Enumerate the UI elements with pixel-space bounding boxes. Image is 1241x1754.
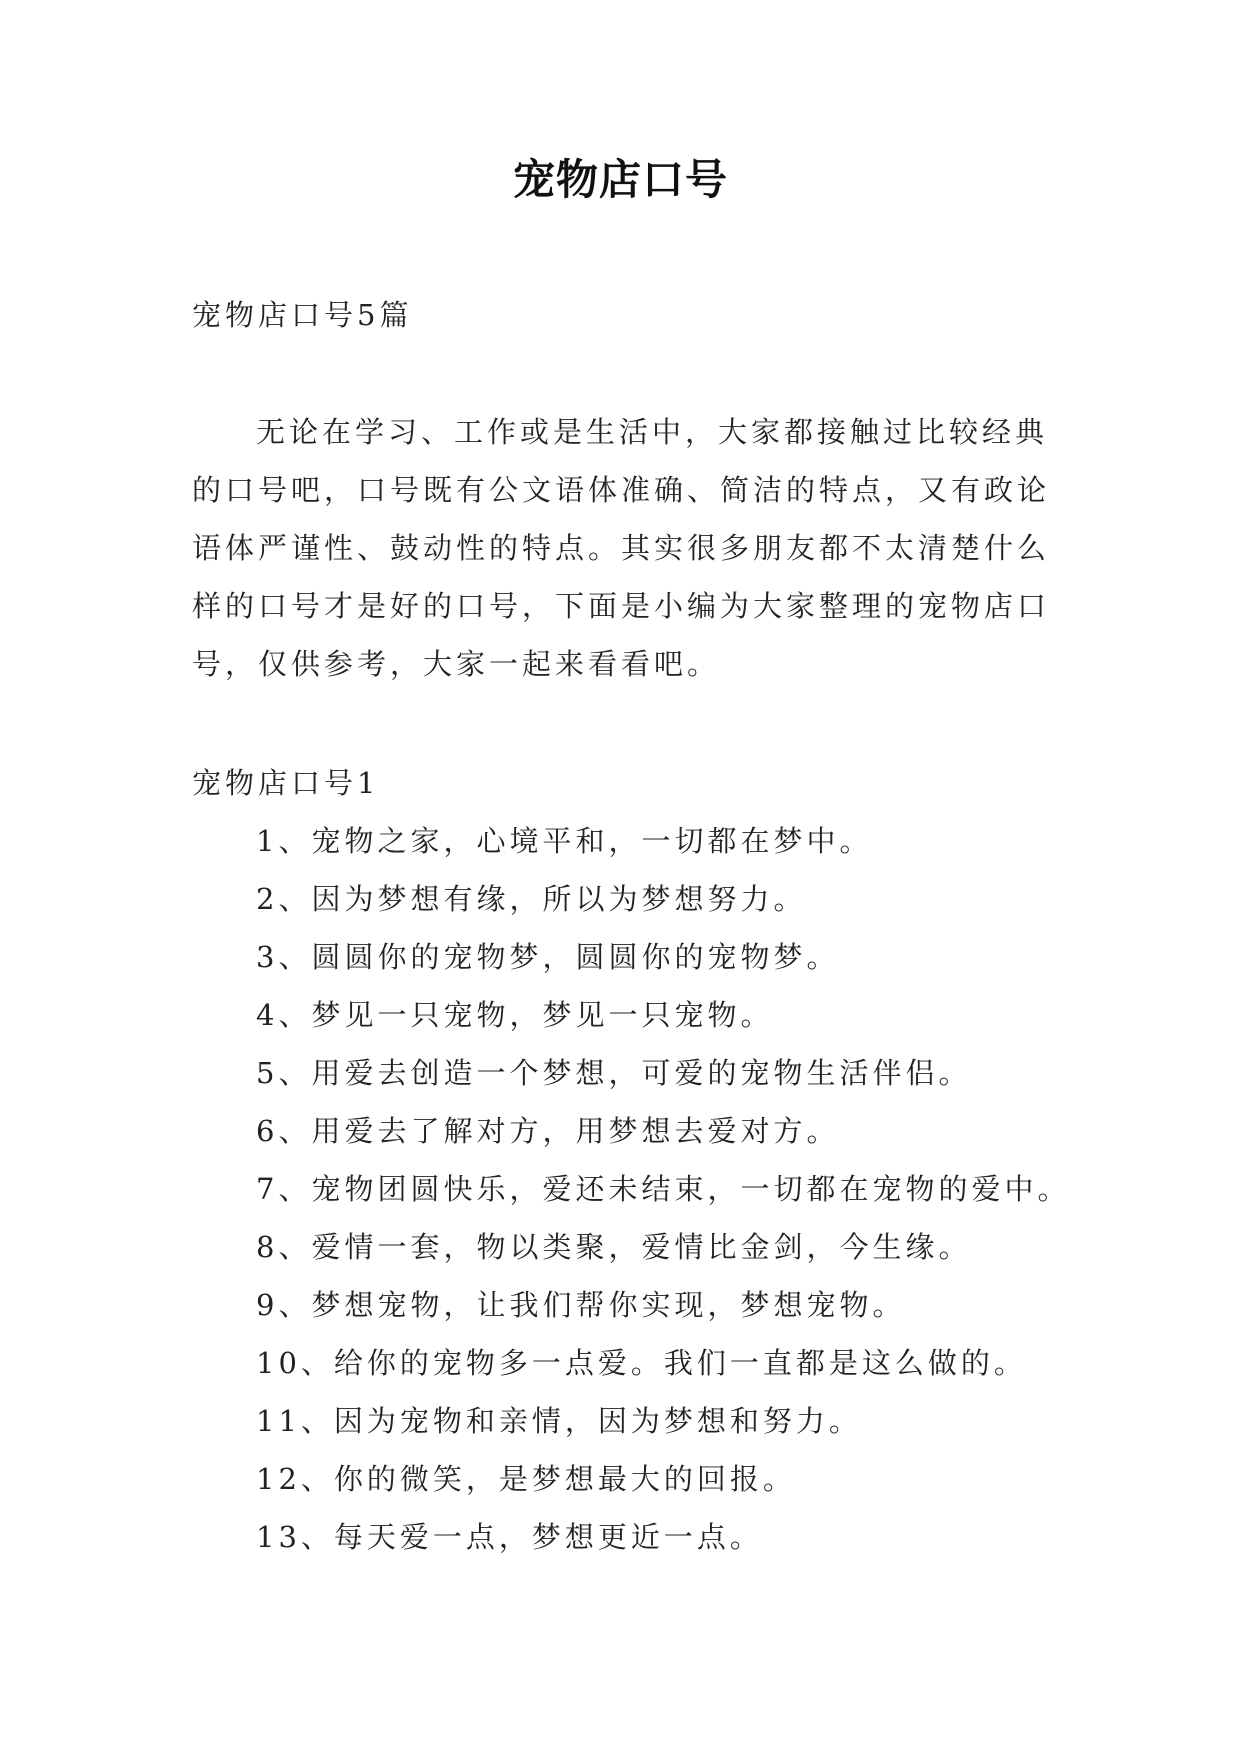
slogan-item: 1、宠物之家，心境平和，一切都在梦中。: [256, 824, 873, 858]
document-subtitle: 宠物店口号5篇: [192, 298, 413, 332]
slogan-item: 10、给你的宠物多一点爱。我们一直都是这么做的。: [256, 1346, 1027, 1380]
slogan-item: 7、宠物团圆快乐，爱还未结束，一切都在宠物的爱中。: [256, 1172, 1071, 1206]
intro-line: 无论在学习、工作或是生活中，大家都接触过比较经典: [256, 415, 1049, 449]
slogan-item: 2、因为梦想有缘，所以为梦想努力。: [256, 882, 807, 916]
intro-line: 的口号吧，口号既有公文语体准确、简洁的特点，又有政论: [192, 473, 1051, 507]
slogan-item: 9、梦想宠物，让我们帮你实现，梦想宠物。: [256, 1288, 906, 1322]
section-heading: 宠物店口号1: [192, 766, 380, 800]
intro-line: 样的口号才是好的口号，下面是小编为大家整理的宠物店口: [192, 589, 1051, 623]
intro-line: 号，仅供参考，大家一起来看看吧。: [192, 647, 721, 681]
slogan-item: 5、用爱去创造一个梦想，可爱的宠物生活伴侣。: [256, 1056, 972, 1090]
slogan-item: 8、爱情一套，物以类聚，爱情比金剑，今生缘。: [256, 1230, 972, 1264]
intro-line: 语体严谨性、鼓动性的特点。其实很多朋友都不太清楚什么: [192, 531, 1051, 565]
slogan-item: 4、梦见一只宠物，梦见一只宠物。: [256, 998, 774, 1032]
slogan-item: 11、因为宠物和亲情，因为梦想和努力。: [256, 1404, 862, 1438]
slogan-item: 3、圆圆你的宠物梦，圆圆你的宠物梦。: [256, 940, 840, 974]
slogan-item: 12、你的微笑，是梦想最大的回报。: [256, 1462, 796, 1496]
slogan-item: 13、每天爱一点，梦想更近一点。: [256, 1520, 763, 1554]
document-title: 宠物店口号: [512, 155, 728, 204]
slogan-item: 6、用爱去了解对方，用梦想去爱对方。: [256, 1114, 840, 1148]
